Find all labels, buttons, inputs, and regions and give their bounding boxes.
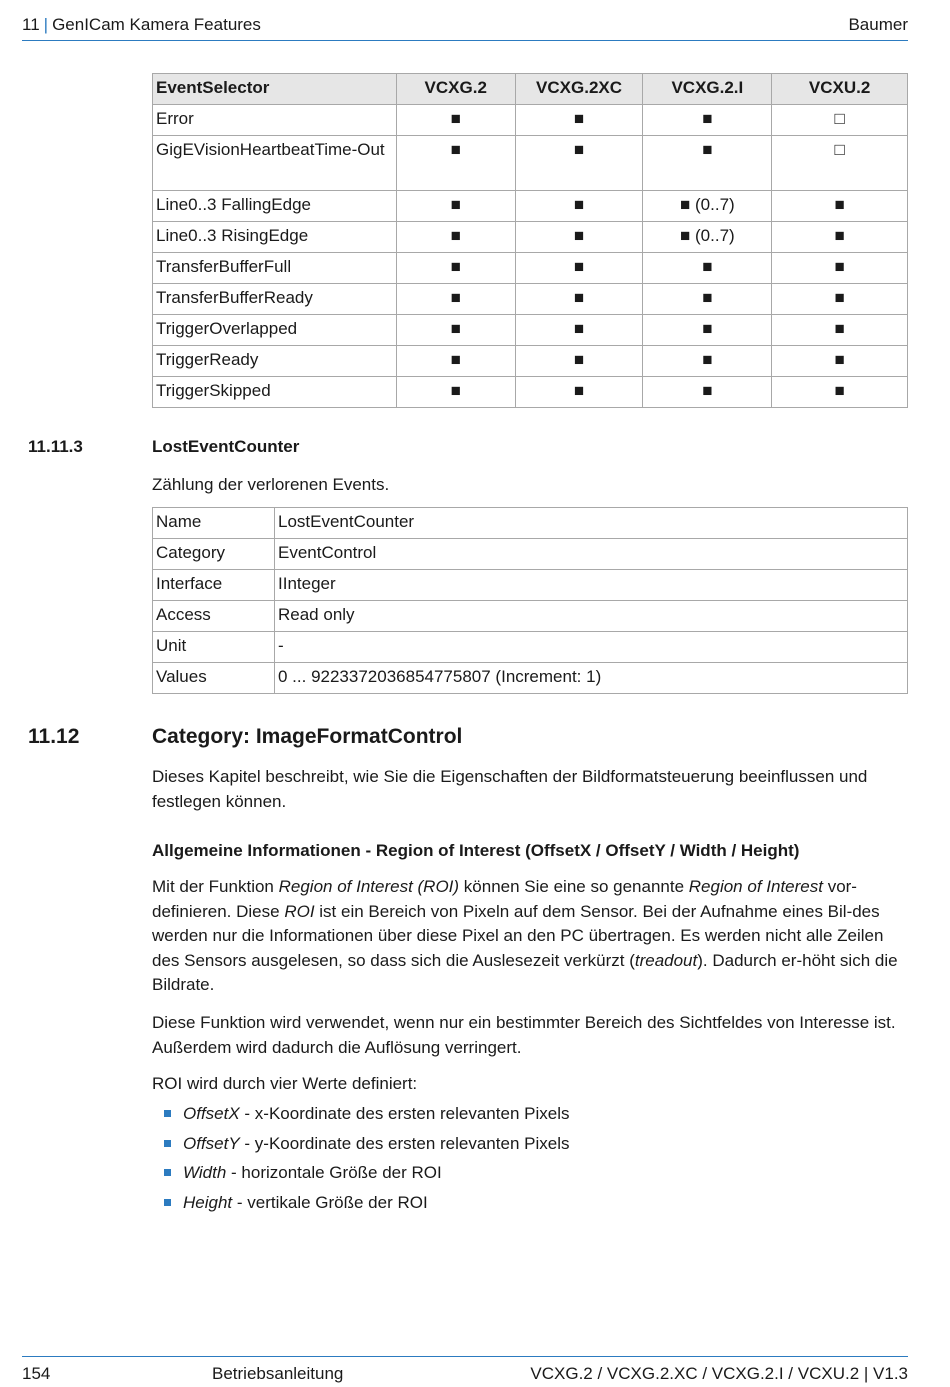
support-cell: ■ xyxy=(396,136,515,191)
support-cell: ■ xyxy=(515,136,643,191)
property-value: LostEventCounter xyxy=(275,508,908,539)
document-type: Betriebsanleitung xyxy=(212,1364,344,1383)
support-cell: ■ xyxy=(515,105,643,136)
event-name-cell: TransferBufferFull xyxy=(153,253,397,284)
bullet-square-icon xyxy=(164,1199,171,1206)
column-header: EventSelector xyxy=(153,74,397,105)
support-cell: ■ xyxy=(396,253,515,284)
section-description: Zählung der verlorenen Events. xyxy=(152,475,390,494)
bullet-square-icon xyxy=(164,1110,171,1117)
support-cell: ■ xyxy=(515,191,643,222)
list-item xyxy=(164,1191,569,1221)
table-row xyxy=(153,136,908,191)
property-value: - xyxy=(275,632,908,663)
support-cell: ■ xyxy=(643,253,772,284)
table-row xyxy=(153,315,908,346)
support-cell: ■ xyxy=(396,377,515,408)
list-desc: - horizontale Größe der ROI xyxy=(226,1163,442,1183)
text-run: ). Dadurch er-höht sich die Bildrate. xyxy=(152,950,898,994)
support-cell: ■ xyxy=(515,315,643,346)
support-cell: ■ (0..7) xyxy=(643,222,772,253)
bullet-square-icon xyxy=(164,1140,171,1147)
support-cell: ■ xyxy=(772,284,908,315)
support-cell: ■ (0..7) xyxy=(643,191,772,222)
property-value: Read only xyxy=(275,601,908,632)
list-desc: - y-Koordinate des ersten relevanten Pixels xyxy=(239,1133,570,1153)
support-cell: □ xyxy=(772,136,908,191)
section-number: 11.11.3 xyxy=(28,437,83,456)
event-name-cell: Line0..3 RisingEdge xyxy=(153,222,397,253)
table-row xyxy=(153,632,908,663)
support-cell: ■ xyxy=(515,222,643,253)
table-row xyxy=(153,570,908,601)
text-run: können Sie eine so genannte xyxy=(459,877,689,896)
table-row xyxy=(153,105,908,136)
usage-paragraph: Diese Funktion wird verwendet, wenn nur ein bestimmter Bereich des Sichtfeldes von Interesse ist. Außerdem wird dadurch die Auflösung verringert. xyxy=(152,1013,896,1057)
property-key: Category xyxy=(153,539,275,570)
roi-paragraph xyxy=(152,875,908,998)
support-cell: ■ xyxy=(772,253,908,284)
event-name-cell: TriggerReady xyxy=(153,346,397,377)
support-cell: ■ xyxy=(772,346,908,377)
italic-term: Region of Interest xyxy=(688,877,823,896)
event-name-cell: Error xyxy=(153,105,397,136)
event-name-cell: TriggerOverlapped xyxy=(153,315,397,346)
header-separator: | xyxy=(43,15,49,34)
support-cell: ■ xyxy=(772,191,908,222)
support-cell: ■ xyxy=(396,105,515,136)
property-value: IInteger xyxy=(275,570,908,601)
support-cell: ■ xyxy=(643,346,772,377)
column-header: VCXG.2 xyxy=(396,74,515,105)
table-row xyxy=(153,253,908,284)
table-row xyxy=(153,539,908,570)
intro-paragraph: Dieses Kapitel beschreibt, wie Sie die Eigenschaften der Bildformatsteuerung beeinflussen und festlegen können. xyxy=(152,767,868,811)
support-cell: ■ xyxy=(515,377,643,408)
table-row xyxy=(153,663,908,694)
page-number: 154 xyxy=(22,1364,51,1383)
support-cell: ■ xyxy=(396,315,515,346)
list-desc: - vertikale Größe der ROI xyxy=(232,1192,428,1212)
italic-term: Region of Interest (ROI) xyxy=(278,877,460,896)
feature-properties-table xyxy=(152,507,908,694)
header-title: GenICam Kamera Features xyxy=(52,15,261,34)
list-item xyxy=(164,1132,569,1162)
list-item xyxy=(164,1102,569,1132)
property-key: Name xyxy=(153,508,275,539)
roi-values-intro: ROI wird durch vier Werte definiert: xyxy=(152,1074,418,1093)
chapter-title: Category: ImageFormatControl xyxy=(152,725,463,748)
support-cell: ■ xyxy=(643,377,772,408)
list-term: Height xyxy=(183,1192,233,1212)
roi-values-list xyxy=(164,1102,569,1220)
support-cell: ■ xyxy=(643,136,772,191)
support-cell: ■ xyxy=(772,222,908,253)
support-cell: ■ xyxy=(772,377,908,408)
page-header xyxy=(22,14,908,41)
table-row xyxy=(153,601,908,632)
table-row xyxy=(153,377,908,408)
support-cell: ■ xyxy=(396,284,515,315)
product-models: VCXG.2 / VCXG.2.XC / VCXG.2.I / VCXU.2 | V1.3 xyxy=(530,1364,908,1383)
event-name-cell: GigEVisionHeartbeatTime-Out xyxy=(153,136,397,191)
support-cell: ■ xyxy=(396,191,515,222)
event-name-cell: TriggerSkipped xyxy=(153,377,397,408)
property-key: Unit xyxy=(153,632,275,663)
support-cell: □ xyxy=(772,105,908,136)
event-name-cell: Line0..3 FallingEdge xyxy=(153,191,397,222)
table-row xyxy=(153,191,908,222)
support-cell: ■ xyxy=(515,253,643,284)
table-row xyxy=(153,508,908,539)
list-term: OffsetX xyxy=(183,1104,240,1123)
table-header-row xyxy=(153,74,908,105)
property-value: EventControl xyxy=(275,539,908,570)
support-cell: ■ xyxy=(772,315,908,346)
property-key: Access xyxy=(153,601,275,632)
text-run: ist ein Bereich von Pixeln auf dem Sensor. Bei der Aufnahme eines Bil-des werden nur die Informationen über diese Pixel an den PC übertragen. Es werden nicht alle Zeilen des Sensors ausgelesen, so dass sich die Auslesezeit verkürzt ( xyxy=(152,901,884,970)
header-chapter-number: 11 xyxy=(22,15,40,34)
support-cell: ■ xyxy=(643,315,772,346)
support-cell: ■ xyxy=(643,105,772,136)
column-header: VCXG.2XC xyxy=(515,74,643,105)
support-cell: ■ xyxy=(515,346,643,377)
page-footer xyxy=(22,1356,908,1383)
subheading: Allgemeine Informationen - Region of Interest (OffsetX / OffsetY / Width / Height) xyxy=(152,841,800,860)
text-run: vor-definieren. Diese xyxy=(152,877,857,921)
event-name-cell: TransferBufferReady xyxy=(153,284,397,315)
table-row xyxy=(153,284,908,315)
table-row xyxy=(153,346,908,377)
bullet-square-icon xyxy=(164,1169,171,1176)
table-row xyxy=(153,222,908,253)
support-cell: ■ xyxy=(396,346,515,377)
header-chapter-title xyxy=(22,14,261,36)
property-value: 0 ... 9223372036854775807 (Increment: 1) xyxy=(275,663,908,694)
header-brand: Baumer xyxy=(848,15,908,34)
list-term: OffsetY xyxy=(183,1133,240,1153)
italic-term: treadout xyxy=(634,950,698,970)
chapter-number: 11.12 xyxy=(28,725,80,748)
section-title: LostEventCounter xyxy=(152,437,300,456)
list-desc: - x-Koordinate des ersten relevanten Pixels xyxy=(239,1104,570,1123)
property-key: Values xyxy=(153,663,275,694)
column-header: VCXG.2.I xyxy=(643,74,772,105)
property-key: Interface xyxy=(153,570,275,601)
support-cell: ■ xyxy=(643,284,772,315)
list-term: Width xyxy=(183,1163,227,1183)
support-cell: ■ xyxy=(515,284,643,315)
text-run: Mit der Funktion xyxy=(152,877,279,896)
column-header: VCXU.2 xyxy=(772,74,908,105)
list-item xyxy=(164,1161,569,1191)
event-selector-table xyxy=(152,73,908,408)
support-cell: ■ xyxy=(396,222,515,253)
italic-term: ROI xyxy=(284,901,315,921)
